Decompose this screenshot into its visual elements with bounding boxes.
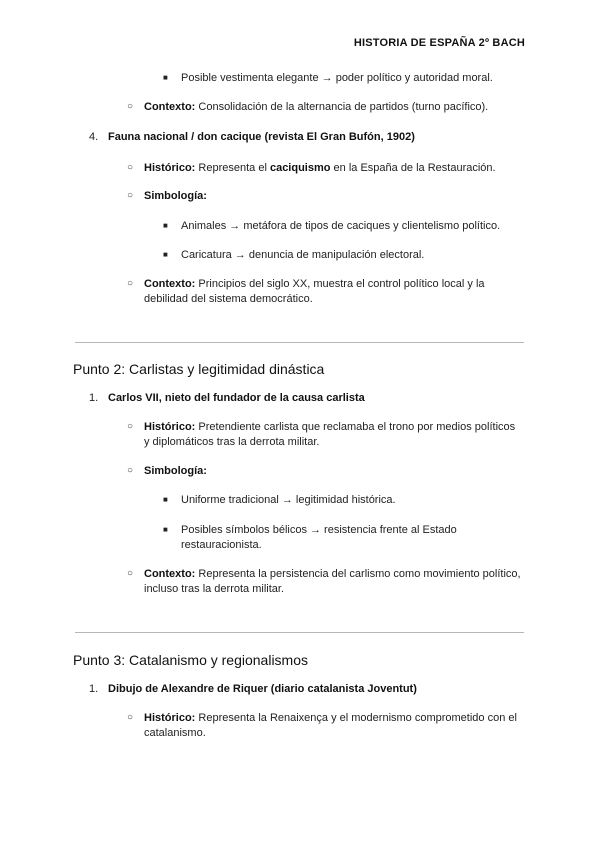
circle-bullet-icon: ○ bbox=[127, 421, 134, 432]
circle-bullet-icon: ○ bbox=[127, 162, 134, 173]
list-item: Histórico: Representa el caciquismo en la España de la Restauración. bbox=[144, 162, 496, 174]
list-number: 1. bbox=[89, 683, 99, 695]
circle-bullet-icon: ○ bbox=[127, 568, 134, 579]
list-item-continuation: incluso tras la derrota militar. bbox=[144, 583, 284, 595]
page-header: HISTORIA DE ESPAÑA 2º BACH bbox=[353, 37, 525, 49]
list-item: Posibles símbolos bélicos → resistencia frente al Estado bbox=[181, 524, 457, 536]
divider bbox=[75, 632, 524, 633]
circle-bullet-icon: ○ bbox=[127, 465, 134, 476]
list-item: Histórico: Pretendiente carlista que reclamaba el trono por medios políticos bbox=[144, 421, 516, 433]
list-item: Contexto: Representa la persistencia del carlismo como movimiento político, bbox=[144, 568, 521, 580]
list-item: Animales → metáfora de tipos de caciques y clientelismo político. bbox=[181, 220, 501, 232]
list-item: Caricatura → denuncia de manipulación electoral. bbox=[181, 249, 425, 261]
square-bullet-icon: ■ bbox=[163, 73, 168, 82]
circle-bullet-icon: ○ bbox=[127, 712, 134, 723]
section-title: Punto 2: Carlistas y legitimidad dinástica bbox=[73, 361, 325, 377]
list-number: 4. bbox=[89, 131, 99, 143]
list-item-continuation: debilidad del sistema democrático. bbox=[144, 293, 313, 305]
list-item: Simbología: bbox=[144, 190, 207, 202]
list-item-continuation: y diplomáticos tras la derrota militar. bbox=[144, 436, 320, 448]
list-item-continuation: catalanismo. bbox=[144, 727, 206, 739]
list-item-continuation: restauracionista. bbox=[181, 539, 262, 551]
list-item-title: Fauna nacional / don cacique (revista El Gran Bufón, 1902) bbox=[108, 131, 415, 143]
list-item bbox=[144, 99, 488, 115]
circle-bullet-icon: ○ bbox=[127, 190, 134, 201]
list-item: Uniforme tradicional → legitimidad histórica. bbox=[181, 494, 396, 506]
list-item: Posible vestimenta elegante → poder político y autoridad moral. bbox=[181, 72, 493, 84]
circle-bullet-icon: ○ bbox=[127, 278, 134, 289]
list-item: Contexto: Principios del siglo XX, muestra el control político local y la bbox=[144, 278, 485, 290]
list-item: Simbología: bbox=[144, 465, 207, 477]
text: Consolidación de la alternancia de partidos (turno pacífico). bbox=[195, 101, 489, 113]
square-bullet-icon: ■ bbox=[163, 250, 168, 259]
square-bullet-icon: ■ bbox=[163, 221, 168, 230]
circle-bullet-icon: ○ bbox=[127, 101, 134, 112]
list-item-title: Carlos VII, nieto del fundador de la causa carlista bbox=[108, 392, 365, 404]
square-bullet-icon: ■ bbox=[163, 525, 168, 534]
list-item-title: Dibujo de Alexandre de Riquer (diario catalanista Joventut) bbox=[108, 683, 417, 695]
list-number: 1. bbox=[89, 392, 99, 404]
divider bbox=[75, 342, 524, 343]
section-title: Punto 3: Catalanismo y regionalismos bbox=[73, 652, 309, 668]
label-contexto: Contexto: bbox=[144, 101, 196, 113]
square-bullet-icon: ■ bbox=[163, 495, 168, 504]
list-item: Histórico: Representa la Renaixença y el modernismo comprometido con el bbox=[144, 712, 517, 724]
